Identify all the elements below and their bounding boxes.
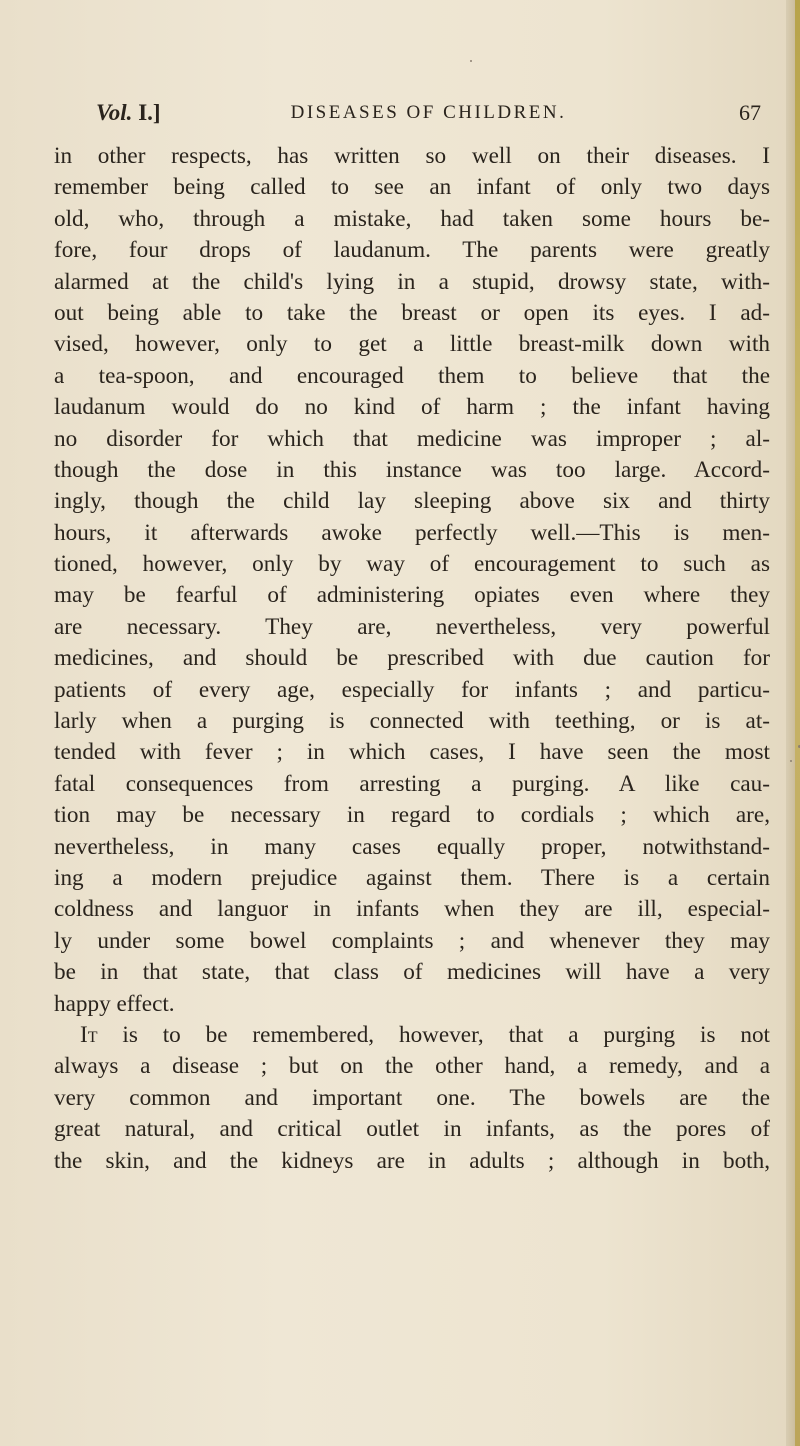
text-line: vised, however, only to get a little breast-milk down with [54, 331, 770, 358]
text-line: remember being called to see an infant of only two days [54, 174, 770, 201]
text-line: tion may be necessary in regard to cordials ; which are, [54, 802, 770, 829]
volume-label-text: Vol. [96, 100, 133, 125]
paragraph-2 [54, 1020, 770, 1177]
text-line: always a disease ; but on the other hand, a remedy, and a [54, 1053, 770, 1080]
text-line: the skin, and the kidneys are in adults ; although in both, [54, 1147, 770, 1174]
first-line-rest: is to be remembered, however, that a purging is not [97, 1021, 770, 1048]
text-line: ing a modern prejudice against them. There is a certain [54, 864, 770, 891]
text-line: tioned, however, only by way of encouragement to such as [54, 551, 770, 578]
running-title: DISEASES OF CHILDREN. [290, 102, 567, 123]
text-line: alarmed at the child's lying in a stupid, drowsy state, with- [54, 268, 770, 295]
text-line: may be fearful of administering opiates even where they [54, 582, 770, 609]
page-number: 67 [739, 100, 761, 125]
text-line: very common and important one. The bowels are the [54, 1084, 770, 1111]
text-line: though the dose in this instance was too large. Accord- [54, 456, 770, 483]
text-line: medicines, and should be prescribed with due caution for [54, 645, 770, 672]
text-line: old, who, through a mistake, had taken some hours be- [54, 205, 770, 232]
paragraph-1 [54, 141, 770, 1020]
text-line: laudanum would do no kind of harm ; the infant having [54, 394, 770, 421]
text-line: in other respects, has written so well on their diseases. I [54, 143, 770, 169]
text-line: coldness and languor in infants when they are ill, especial- [54, 896, 770, 923]
text-line: happy effect. [54, 990, 175, 1017]
speck [790, 760, 792, 762]
volume-number: I.] [138, 100, 161, 125]
text-line: larly when a purging is connected with teething, or is at- [54, 708, 770, 735]
text-line: are necessary. They are, nevertheless, very powerful [54, 613, 770, 640]
text-line: ly under some bowel complaints ; and whenever they may [54, 927, 770, 954]
text-line: be in that state, that class of medicines will have a very [54, 959, 770, 986]
page-edge-binding [795, 0, 800, 1446]
body-text [54, 141, 770, 1177]
text-line: no disorder for which that medicine was improper ; al- [54, 425, 770, 452]
text-line: great natural, and critical outlet in infants, as the pores of [54, 1116, 770, 1143]
text-line: hours, it afterwards awoke perfectly well.—This is men- [54, 519, 770, 546]
text-line: tended with fever ; in which cases, I have seen the most [54, 739, 770, 766]
text-line: fore, four drops of laudanum. The parents were greatly [54, 237, 770, 264]
speck [470, 60, 472, 62]
text-line: a tea-spoon, and encouraged them to believe that the [54, 362, 770, 389]
page-header [96, 96, 761, 130]
text-line: fatal consequences from arresting a purging. A like cau- [54, 770, 770, 797]
drop-word: It [80, 1021, 98, 1048]
text-line: out being able to take the breast or open its eyes. I ad- [54, 299, 770, 326]
text-line [54, 1020, 770, 1051]
text-line: patients of every age, especially for infants ; and particu- [54, 676, 770, 703]
text-line: ingly, though the child lay sleeping above six and thirty [54, 488, 770, 515]
text-line: nevertheless, in many cases equally proper, notwithstand- [54, 833, 770, 860]
